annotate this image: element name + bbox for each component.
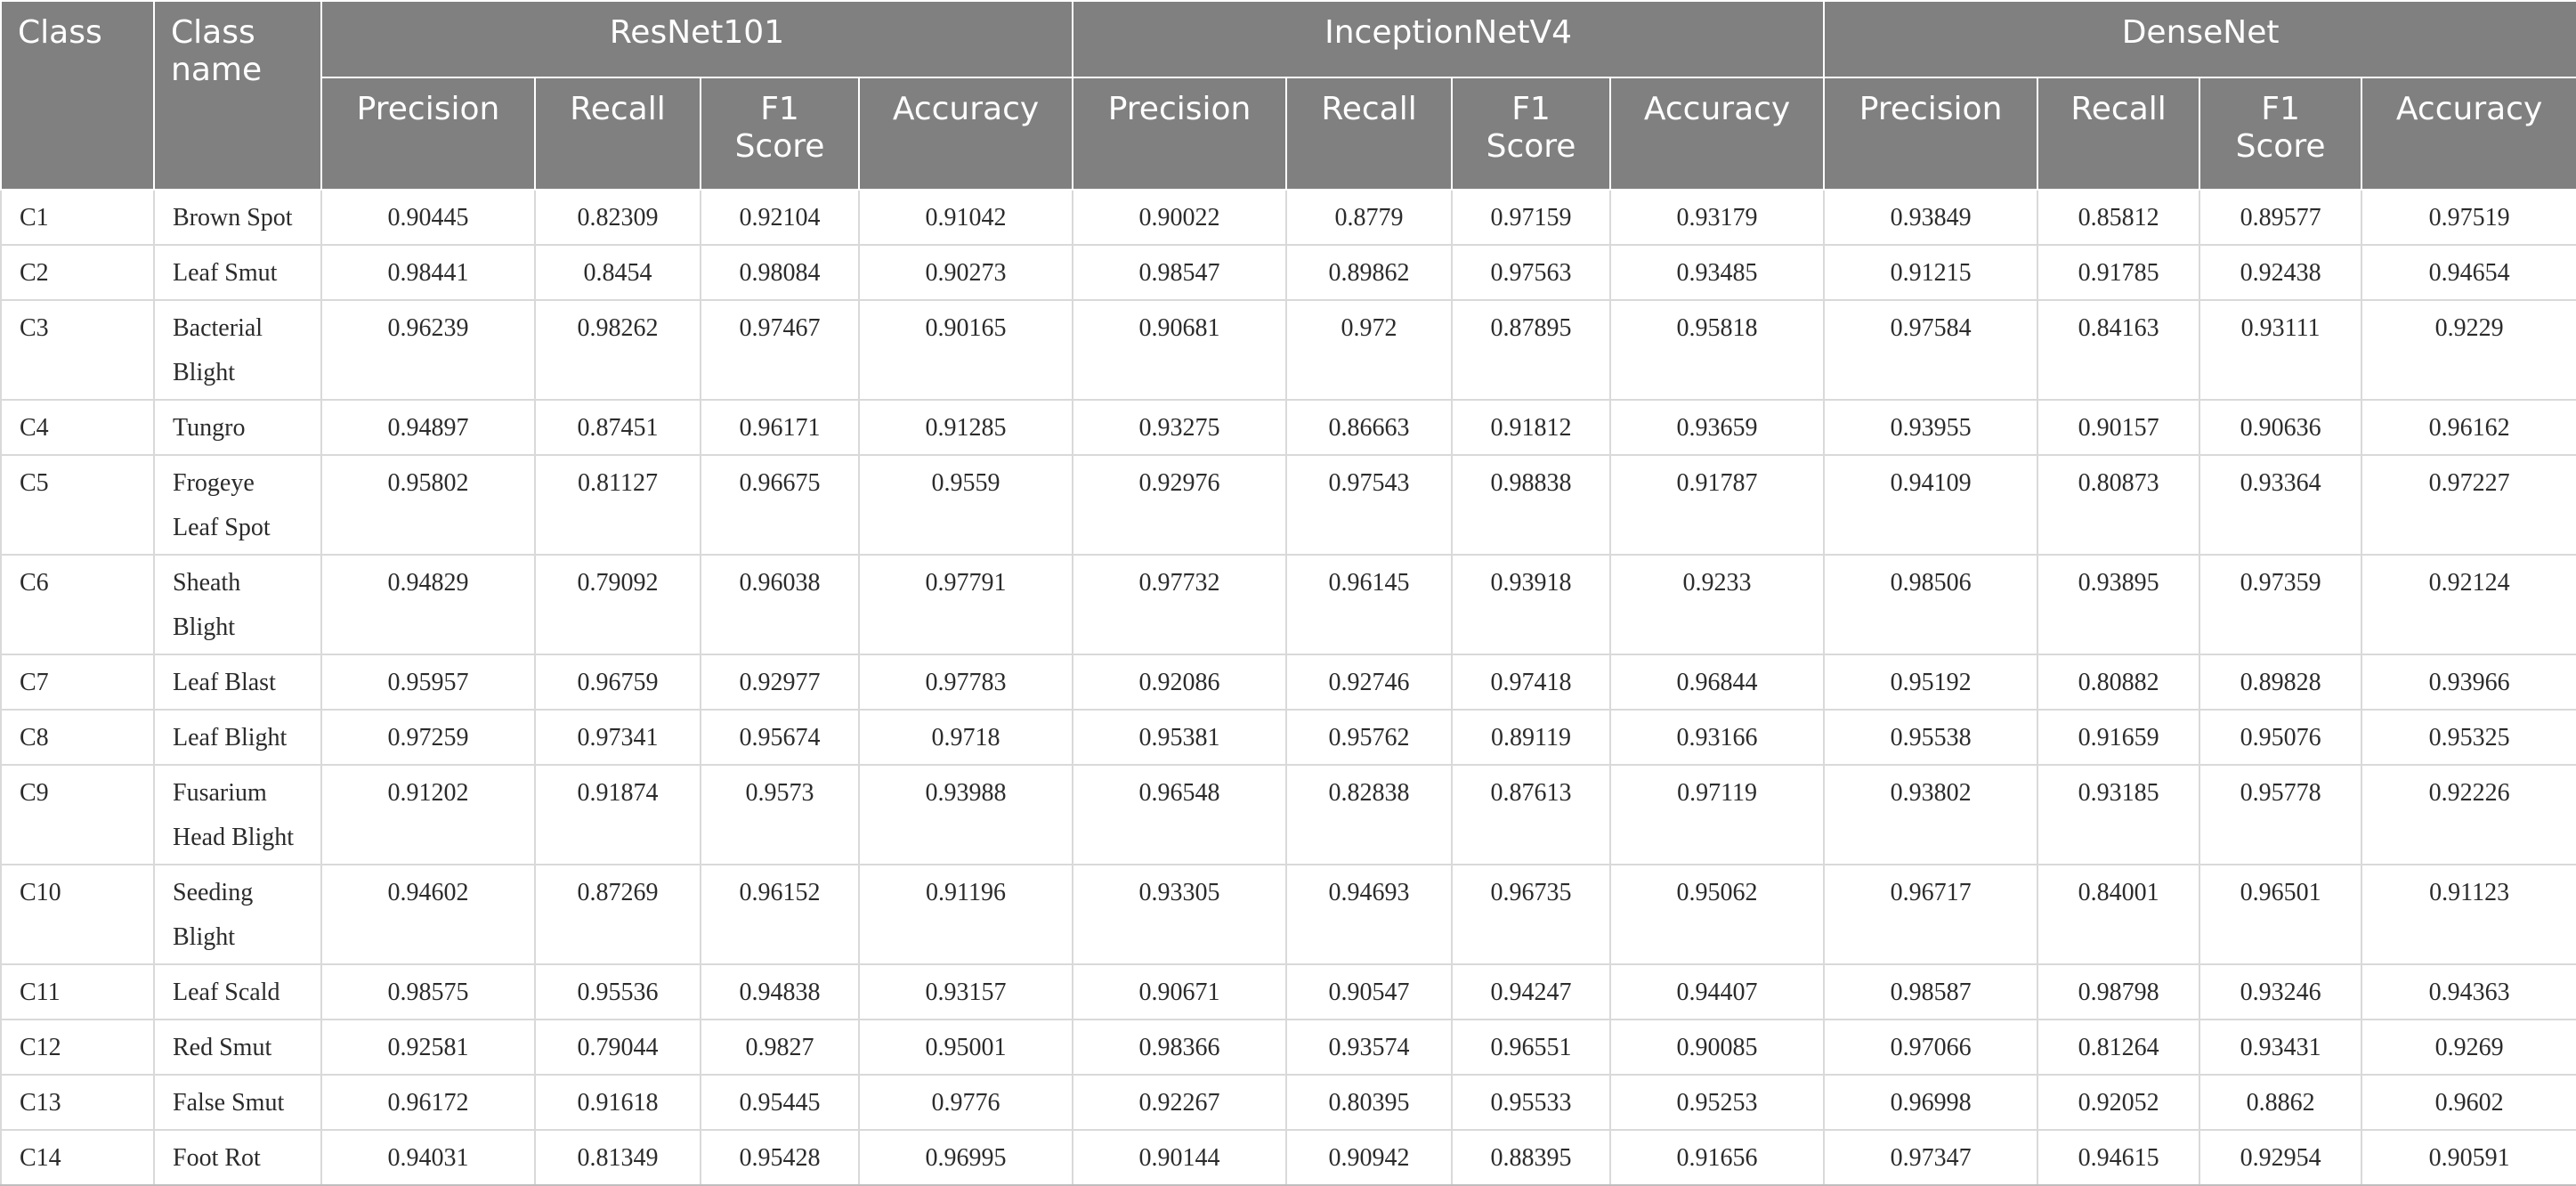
table-row (1, 1075, 2576, 1130)
metric-value-cell: 0.87451 (535, 400, 701, 455)
metric-value-cell: 0.93955 (1824, 400, 2037, 455)
metric-value-cell: 0.96501 (2199, 865, 2361, 964)
metric-value-cell: 0.96759 (535, 654, 701, 710)
table-row (1, 1019, 2576, 1075)
metric-value-cell: 0.98838 (1452, 455, 1610, 555)
metric-value-cell: 0.90445 (321, 190, 535, 245)
metric-value-cell: 0.79092 (535, 555, 701, 654)
metric-value-cell: 0.93305 (1073, 865, 1286, 964)
metric-value-cell: 0.89828 (2199, 654, 2361, 710)
class-name-cell: Frogeye Leaf Spot (154, 455, 321, 555)
metric-header-accuracy: Accuracy (2361, 77, 2576, 190)
metric-value-cell: 0.96551 (1452, 1019, 1610, 1075)
metric-header-precision: Precision (321, 77, 535, 190)
metric-value-cell: 0.94031 (321, 1130, 535, 1185)
metric-value-cell: 0.94615 (2037, 1130, 2199, 1185)
model-header-inceptionnetv4: InceptionNetV4 (1073, 1, 1824, 77)
metric-value-cell: 0.88395 (1452, 1130, 1610, 1185)
metric-value-cell: 0.91656 (1610, 1130, 1824, 1185)
metric-value-cell: 0.8862 (2199, 1075, 2361, 1130)
table-row (1, 300, 2576, 400)
class-id-cell: C8 (1, 710, 154, 765)
metric-value-cell: 0.92954 (2199, 1130, 2361, 1185)
class-name-cell: Bacterial Blight (154, 300, 321, 400)
metric-value-cell: 0.94363 (2361, 964, 2576, 1019)
metric-header-accuracy: Accuracy (859, 77, 1073, 190)
metric-value-cell: 0.91618 (535, 1075, 701, 1130)
class-id-cell: C12 (1, 1019, 154, 1075)
metric-value-cell: 0.93111 (2199, 300, 2361, 400)
table-body (1, 190, 2576, 1185)
metric-value-cell: 0.98587 (1824, 964, 2037, 1019)
metric-value-cell: 0.90085 (1610, 1019, 1824, 1075)
metric-value-cell: 0.93659 (1610, 400, 1824, 455)
metric-value-cell: 0.97227 (2361, 455, 2576, 555)
metric-value-cell: 0.97519 (2361, 190, 2576, 245)
metric-value-cell: 0.96844 (1610, 654, 1824, 710)
metric-value-cell: 0.91196 (859, 865, 1073, 964)
class-name-cell: Fusarium Head Blight (154, 765, 321, 865)
metric-value-cell: 0.81127 (535, 455, 701, 555)
metric-value-cell: 0.90144 (1073, 1130, 1286, 1185)
metric-value-cell: 0.95957 (321, 654, 535, 710)
table-row (1, 964, 2576, 1019)
metric-value-cell: 0.90273 (859, 245, 1073, 300)
metric-value-cell: 0.96172 (321, 1075, 535, 1130)
metric-value-cell: 0.972 (1286, 300, 1452, 400)
metric-value-cell: 0.96998 (1824, 1075, 2037, 1130)
class-name-cell: Seeding Blight (154, 865, 321, 964)
metric-value-cell: 0.94838 (701, 964, 859, 1019)
metric-value-cell: 0.95192 (1824, 654, 2037, 710)
metric-value-cell: 0.93802 (1824, 765, 2037, 865)
metric-value-cell: 0.94602 (321, 865, 535, 964)
model-header-densenet: DenseNet (1824, 1, 2576, 77)
metric-header-recall: Recall (1286, 77, 1452, 190)
metric-value-cell: 0.95536 (535, 964, 701, 1019)
metric-value-cell: 0.97359 (2199, 555, 2361, 654)
class-id-cell: C2 (1, 245, 154, 300)
metric-value-cell: 0.98798 (2037, 964, 2199, 1019)
metric-value-cell: 0.90942 (1286, 1130, 1452, 1185)
metric-value-cell: 0.95381 (1073, 710, 1286, 765)
metric-value-cell: 0.90671 (1073, 964, 1286, 1019)
metric-value-cell: 0.87613 (1452, 765, 1610, 865)
metric-value-cell: 0.98547 (1073, 245, 1286, 300)
class-name-cell: Brown Spot (154, 190, 321, 245)
class-name-cell: Leaf Smut (154, 245, 321, 300)
metric-value-cell: 0.95076 (2199, 710, 2361, 765)
metric-value-cell: 0.96239 (321, 300, 535, 400)
metric-value-cell: 0.8779 (1286, 190, 1452, 245)
metric-value-cell: 0.94247 (1452, 964, 1610, 1019)
metric-value-cell: 0.93364 (2199, 455, 2361, 555)
metric-value-cell: 0.79044 (535, 1019, 701, 1075)
class-id-cell: C11 (1, 964, 154, 1019)
metric-value-cell: 0.8454 (535, 245, 701, 300)
class-id-cell: C14 (1, 1130, 154, 1185)
metric-header-precision: Precision (1824, 77, 2037, 190)
metric-value-cell: 0.90165 (859, 300, 1073, 400)
metric-value-cell: 0.84163 (2037, 300, 2199, 400)
metric-value-cell: 0.92226 (2361, 765, 2576, 865)
metric-value-cell: 0.80395 (1286, 1075, 1452, 1130)
metric-value-cell: 0.97563 (1452, 245, 1610, 300)
metric-value-cell: 0.90636 (2199, 400, 2361, 455)
metric-value-cell: 0.94407 (1610, 964, 1824, 1019)
metric-value-cell: 0.91285 (859, 400, 1073, 455)
metric-header-f1-score: F1 Score (2199, 77, 2361, 190)
metric-value-cell: 0.9269 (2361, 1019, 2576, 1075)
metric-value-cell: 0.92976 (1073, 455, 1286, 555)
metric-value-cell: 0.91215 (1824, 245, 2037, 300)
table-row (1, 654, 2576, 710)
metric-value-cell: 0.91123 (2361, 865, 2576, 964)
metric-value-cell: 0.95001 (859, 1019, 1073, 1075)
class-id-cell: C13 (1, 1075, 154, 1130)
metric-value-cell: 0.97347 (1824, 1130, 2037, 1185)
metric-value-cell: 0.94109 (1824, 455, 2037, 555)
class-name-cell: Foot Rot (154, 1130, 321, 1185)
metric-value-cell: 0.87895 (1452, 300, 1610, 400)
metric-value-cell: 0.92124 (2361, 555, 2576, 654)
metric-value-cell: 0.97791 (859, 555, 1073, 654)
metric-value-cell: 0.91042 (859, 190, 1073, 245)
metric-value-cell: 0.95674 (701, 710, 859, 765)
metric-value-cell: 0.89862 (1286, 245, 1452, 300)
metric-value-cell: 0.82838 (1286, 765, 1452, 865)
metric-value-cell: 0.91202 (321, 765, 535, 865)
metric-value-cell: 0.97783 (859, 654, 1073, 710)
table-row (1, 455, 2576, 555)
metric-value-cell: 0.84001 (2037, 865, 2199, 964)
metric-header-recall: Recall (2037, 77, 2199, 190)
metric-value-cell: 0.96171 (701, 400, 859, 455)
class-id-cell: C10 (1, 865, 154, 964)
table-row (1, 555, 2576, 654)
metric-value-cell: 0.91812 (1452, 400, 1610, 455)
metric-value-cell: 0.92977 (701, 654, 859, 710)
class-id-cell: C5 (1, 455, 154, 555)
metric-value-cell: 0.92581 (321, 1019, 535, 1075)
metric-value-cell: 0.95445 (701, 1075, 859, 1130)
metric-value-cell: 0.97066 (1824, 1019, 2037, 1075)
metric-value-cell: 0.95253 (1610, 1075, 1824, 1130)
metric-value-cell: 0.93179 (1610, 190, 1824, 245)
metric-value-cell: 0.81264 (2037, 1019, 2199, 1075)
metric-value-cell: 0.98575 (321, 964, 535, 1019)
table-row (1, 1130, 2576, 1185)
metric-value-cell: 0.9776 (859, 1075, 1073, 1130)
metric-value-cell: 0.81349 (535, 1130, 701, 1185)
table-row (1, 865, 2576, 964)
metric-value-cell: 0.91785 (2037, 245, 2199, 300)
metric-value-cell: 0.95538 (1824, 710, 2037, 765)
class-id-cell: C6 (1, 555, 154, 654)
metric-value-cell: 0.95762 (1286, 710, 1452, 765)
metric-value-cell: 0.9602 (2361, 1075, 2576, 1130)
metric-value-cell: 0.97584 (1824, 300, 2037, 400)
metric-value-cell: 0.98262 (535, 300, 701, 400)
metric-value-cell: 0.93431 (2199, 1019, 2361, 1075)
metric-value-cell: 0.90547 (1286, 964, 1452, 1019)
metric-value-cell: 0.85812 (2037, 190, 2199, 245)
metric-value-cell: 0.96038 (701, 555, 859, 654)
metric-value-cell: 0.93246 (2199, 964, 2361, 1019)
metric-value-cell: 0.97341 (535, 710, 701, 765)
metric-value-cell: 0.93966 (2361, 654, 2576, 710)
metric-value-cell: 0.93275 (1073, 400, 1286, 455)
metric-header-recall: Recall (535, 77, 701, 190)
metric-value-cell: 0.94897 (321, 400, 535, 455)
metric-value-cell: 0.95778 (2199, 765, 2361, 865)
metric-value-cell: 0.92104 (701, 190, 859, 245)
class-header: Class (1, 1, 154, 190)
metric-value-cell: 0.94829 (321, 555, 535, 654)
metric-value-cell: 0.93988 (859, 765, 1073, 865)
metric-value-cell: 0.96995 (859, 1130, 1073, 1185)
class-id-cell: C3 (1, 300, 154, 400)
metric-value-cell: 0.97259 (321, 710, 535, 765)
metric-value-cell: 0.97159 (1452, 190, 1610, 245)
metric-value-cell: 0.97543 (1286, 455, 1452, 555)
metric-value-cell: 0.80873 (2037, 455, 2199, 555)
metric-value-cell: 0.97418 (1452, 654, 1610, 710)
class-name-cell: Tungro (154, 400, 321, 455)
metric-value-cell: 0.92052 (2037, 1075, 2199, 1130)
metric-value-cell: 0.91874 (535, 765, 701, 865)
metric-value-cell: 0.96548 (1073, 765, 1286, 865)
class-id-cell: C7 (1, 654, 154, 710)
metric-header-accuracy: Accuracy (1610, 77, 1824, 190)
metric-value-cell: 0.9233 (1610, 555, 1824, 654)
metric-value-cell: 0.93157 (859, 964, 1073, 1019)
metric-value-cell: 0.91787 (1610, 455, 1824, 555)
metric-value-cell: 0.87269 (535, 865, 701, 964)
class-id-cell: C1 (1, 190, 154, 245)
metric-value-cell: 0.97119 (1610, 765, 1824, 865)
table-row (1, 710, 2576, 765)
metric-value-cell: 0.96162 (2361, 400, 2576, 455)
metric-value-cell: 0.80882 (2037, 654, 2199, 710)
metric-value-cell: 0.98506 (1824, 555, 2037, 654)
class-name-cell: Sheath Blight (154, 555, 321, 654)
metric-value-cell: 0.93849 (1824, 190, 2037, 245)
metric-value-cell: 0.90591 (2361, 1130, 2576, 1185)
table-row (1, 400, 2576, 455)
metric-value-cell: 0.9229 (2361, 300, 2576, 400)
class-name-cell: False Smut (154, 1075, 321, 1130)
metric-value-cell: 0.9827 (701, 1019, 859, 1075)
metric-value-cell: 0.90157 (2037, 400, 2199, 455)
metric-value-cell: 0.96675 (701, 455, 859, 555)
class-name-cell: Red Smut (154, 1019, 321, 1075)
metric-value-cell: 0.82309 (535, 190, 701, 245)
class-name-cell: Leaf Blast (154, 654, 321, 710)
metric-value-cell: 0.96145 (1286, 555, 1452, 654)
class-name-header: Class name (154, 1, 321, 190)
metric-value-cell: 0.93485 (1610, 245, 1824, 300)
metric-value-cell: 0.96735 (1452, 865, 1610, 964)
table-row (1, 765, 2576, 865)
metric-value-cell: 0.90022 (1073, 190, 1286, 245)
class-id-cell: C4 (1, 400, 154, 455)
metric-value-cell: 0.9718 (859, 710, 1073, 765)
metric-value-cell: 0.91659 (2037, 710, 2199, 765)
metric-value-cell: 0.9559 (859, 455, 1073, 555)
metric-value-cell: 0.94693 (1286, 865, 1452, 964)
table-row (1, 245, 2576, 300)
metric-value-cell: 0.93185 (2037, 765, 2199, 865)
metric-value-cell: 0.92086 (1073, 654, 1286, 710)
metric-value-cell: 0.93895 (2037, 555, 2199, 654)
metric-value-cell: 0.96152 (701, 865, 859, 964)
model-header-resnet101: ResNet101 (321, 1, 1073, 77)
metric-value-cell: 0.94654 (2361, 245, 2576, 300)
metric-value-cell: 0.95325 (2361, 710, 2576, 765)
metric-value-cell: 0.89119 (1452, 710, 1610, 765)
table-row (1, 190, 2576, 245)
class-id-cell: C9 (1, 765, 154, 865)
metric-value-cell: 0.9573 (701, 765, 859, 865)
metric-value-cell: 0.98084 (701, 245, 859, 300)
metric-value-cell: 0.98366 (1073, 1019, 1286, 1075)
metric-value-cell: 0.89577 (2199, 190, 2361, 245)
metric-value-cell: 0.93918 (1452, 555, 1610, 654)
class-name-cell: Leaf Blight (154, 710, 321, 765)
metric-value-cell: 0.97732 (1073, 555, 1286, 654)
metric-value-cell: 0.95062 (1610, 865, 1824, 964)
metric-value-cell: 0.93574 (1286, 1019, 1452, 1075)
metric-value-cell: 0.95428 (701, 1130, 859, 1185)
metric-value-cell: 0.96717 (1824, 865, 2037, 964)
metric-value-cell: 0.95802 (321, 455, 535, 555)
metric-value-cell: 0.93166 (1610, 710, 1824, 765)
metric-value-cell: 0.92267 (1073, 1075, 1286, 1130)
metric-value-cell: 0.98441 (321, 245, 535, 300)
metric-value-cell: 0.95533 (1452, 1075, 1610, 1130)
metric-value-cell: 0.92746 (1286, 654, 1452, 710)
metric-value-cell: 0.92438 (2199, 245, 2361, 300)
metric-value-cell: 0.86663 (1286, 400, 1452, 455)
metric-header-f1-score: F1 Score (701, 77, 859, 190)
metric-value-cell: 0.97467 (701, 300, 859, 400)
metric-value-cell: 0.95818 (1610, 300, 1824, 400)
metric-header-precision: Precision (1073, 77, 1286, 190)
metric-value-cell: 0.90681 (1073, 300, 1286, 400)
class-name-cell: Leaf Scald (154, 964, 321, 1019)
metric-header-f1-score: F1 Score (1452, 77, 1610, 190)
